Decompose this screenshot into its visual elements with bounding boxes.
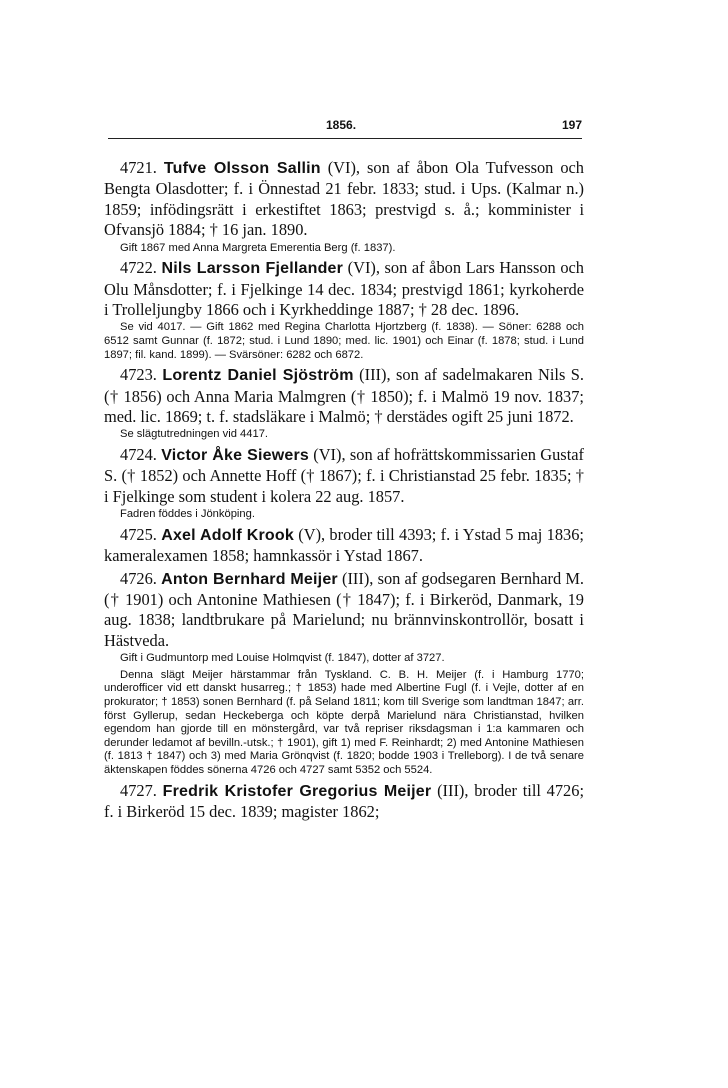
entry-text (104, 258, 584, 320)
entry-name: Nils Larsson Fjellander (161, 260, 344, 278)
entry-name: Victor Åke Siewers (161, 447, 309, 465)
header-year: 1856. (326, 118, 357, 132)
entry-text (104, 781, 584, 823)
entry-note: Se slägtutredningen vid 4417. (120, 428, 269, 441)
entry-4726 (104, 569, 584, 778)
entry-number: 4725. (120, 524, 157, 544)
page-number: 197 (561, 118, 582, 132)
entry-note: Se vid 4017. — Gift 1862 med Regina Charlotta Hjortzberg (f. 1838). — Söner: 6288 och 6512 samt Gunnar (f. 1872; stud. i Lund 1890; med. lic. 1901) och Einar (f. 1878; stud. i Lund 1897; fil. kand. 1899). — Svärsöner: 6282 och 6872. (104, 321, 584, 361)
entry-name: Anton Bernhard Meijer (161, 570, 338, 588)
entry-body: (VI), son af hofrättskommissarien Gustaf S. († 1852) och Annette Hoff († 1867); f. i Christianstad 25 febr. 1835; † i Fjelkinge som student i kolera 22 aug. 1857. (104, 445, 584, 506)
entry-number: 4721. (120, 158, 157, 177)
entry-name: Axel Adolf Krook (161, 526, 294, 544)
entry-body: (VI), son af åbon Ola Tufvesson och Bengta Olasdotter; f. i Önnestad 21 febr. 1833; stud. i Ups. (Kalmar n.) 1859; infödingsrätt i erkestiftet 1863; prestvigd s. å.; komminister i Ofvansjö 1884; † 16 jan. 1890. (104, 158, 584, 240)
entry-number: 4726. (120, 568, 157, 588)
entry-note: Denna slägt Meijer härstammar från Tyskland. C. B. H. Meijer (f. i Hamburg 1770; underofficer vid ett danskt husarreg.; † 1853) hade med Albertine Fugl (f. i Vejle, dotter af en prokurator; † 1853) sonen Bernhard (f. på Seland 1811; kom till Sverige som landtman 1847; arr. först Gyllerup, sedan Heckeberga och köpte derpå Marielund nära Christianstad, hvilken egendom han gjorde till en mönstergård, var två repriser riksdagsman i 1:a kammaren och derunder ledamot af bevilln.-utsk.; † 1901), gift 1) med F. Reinhardt; 2) med Antonine Mathiesen (f. 1813 † 1847) och 3) med Maria Grönqvist (f. 1820; bodde 1903 i Trelleborg). I de två senare äktenskapen föddes sönerna 4726 och 4727 samt 5352 och 5524. (104, 668, 584, 777)
entry-text (104, 158, 584, 241)
entry-note: Gift 1867 med Anna Margreta Emerentia Berg (f. 1837). (120, 241, 396, 254)
entry-number: 4723. (120, 365, 157, 385)
page-header (108, 118, 582, 142)
entry-body: (VI), son af åbon Lars Hansson och Olu Månsdotter; f. i Fjelkinge 14 dec. 1834; prestvigd 1861; kyrkoherde i Trolleljungby 1866 och i Kyrkheddinge 1887; † 28 dec. 1896. (104, 258, 584, 320)
entry-note: Fadren föddes i Jönköping. (120, 508, 255, 521)
entry-body: (III), broder till 4726; f. i Birkeröd 15 dec. 1839; magister 1862; (104, 780, 584, 822)
entry-body: (III), son af sadelmakaren Nils S. († 1856) och Anna Maria Malmgren († 1850); f. i Malmö 19 nov. 1837; med. lic. 1869; t. f. stadsläkare i Malmö; † derstädes ogift 25 juni 1872. (104, 365, 584, 427)
entry-name: Fredrik Kristofer Gregorius Meijer (162, 782, 432, 800)
entry-text (104, 365, 584, 427)
entry-4721 (104, 158, 584, 255)
entry-4725 (104, 525, 584, 569)
page-content (104, 158, 584, 822)
entry-number: 4727. (120, 780, 157, 800)
header-rule (108, 138, 582, 139)
entry-4722 (104, 258, 584, 362)
entry-number: 4724. (120, 445, 157, 465)
entry-body: (III), son af godsegaren Bernhard M. († 1901) och Antonine Mathiesen († 1847); f. i Birkeröd, Danmark, 19 aug. 1838; landtbrukare på Marielund; nu brännvinskontrollör, bosatt i Hästveda. (104, 568, 584, 650)
entry-number: 4722. (120, 258, 157, 278)
entry-text (104, 445, 584, 507)
entry-text (104, 525, 584, 567)
entry-4723 (104, 365, 584, 442)
entry-body: (V), broder till 4393; f. i Ystad 5 maj 1836; kameralexamen 1858; hamnkassör i Ystad 1867. (104, 524, 584, 566)
entry-name: Lorentz Daniel Sjöström (162, 367, 354, 385)
entry-4724 (104, 445, 584, 522)
entry-name: Tufve Olsson Sallin (163, 160, 321, 177)
entry-text (104, 569, 584, 652)
entry-4727 (104, 781, 584, 823)
entry-note: Gift i Gudmuntorp med Louise Holmqvist (f. 1847), dotter af 3727. (120, 652, 445, 665)
